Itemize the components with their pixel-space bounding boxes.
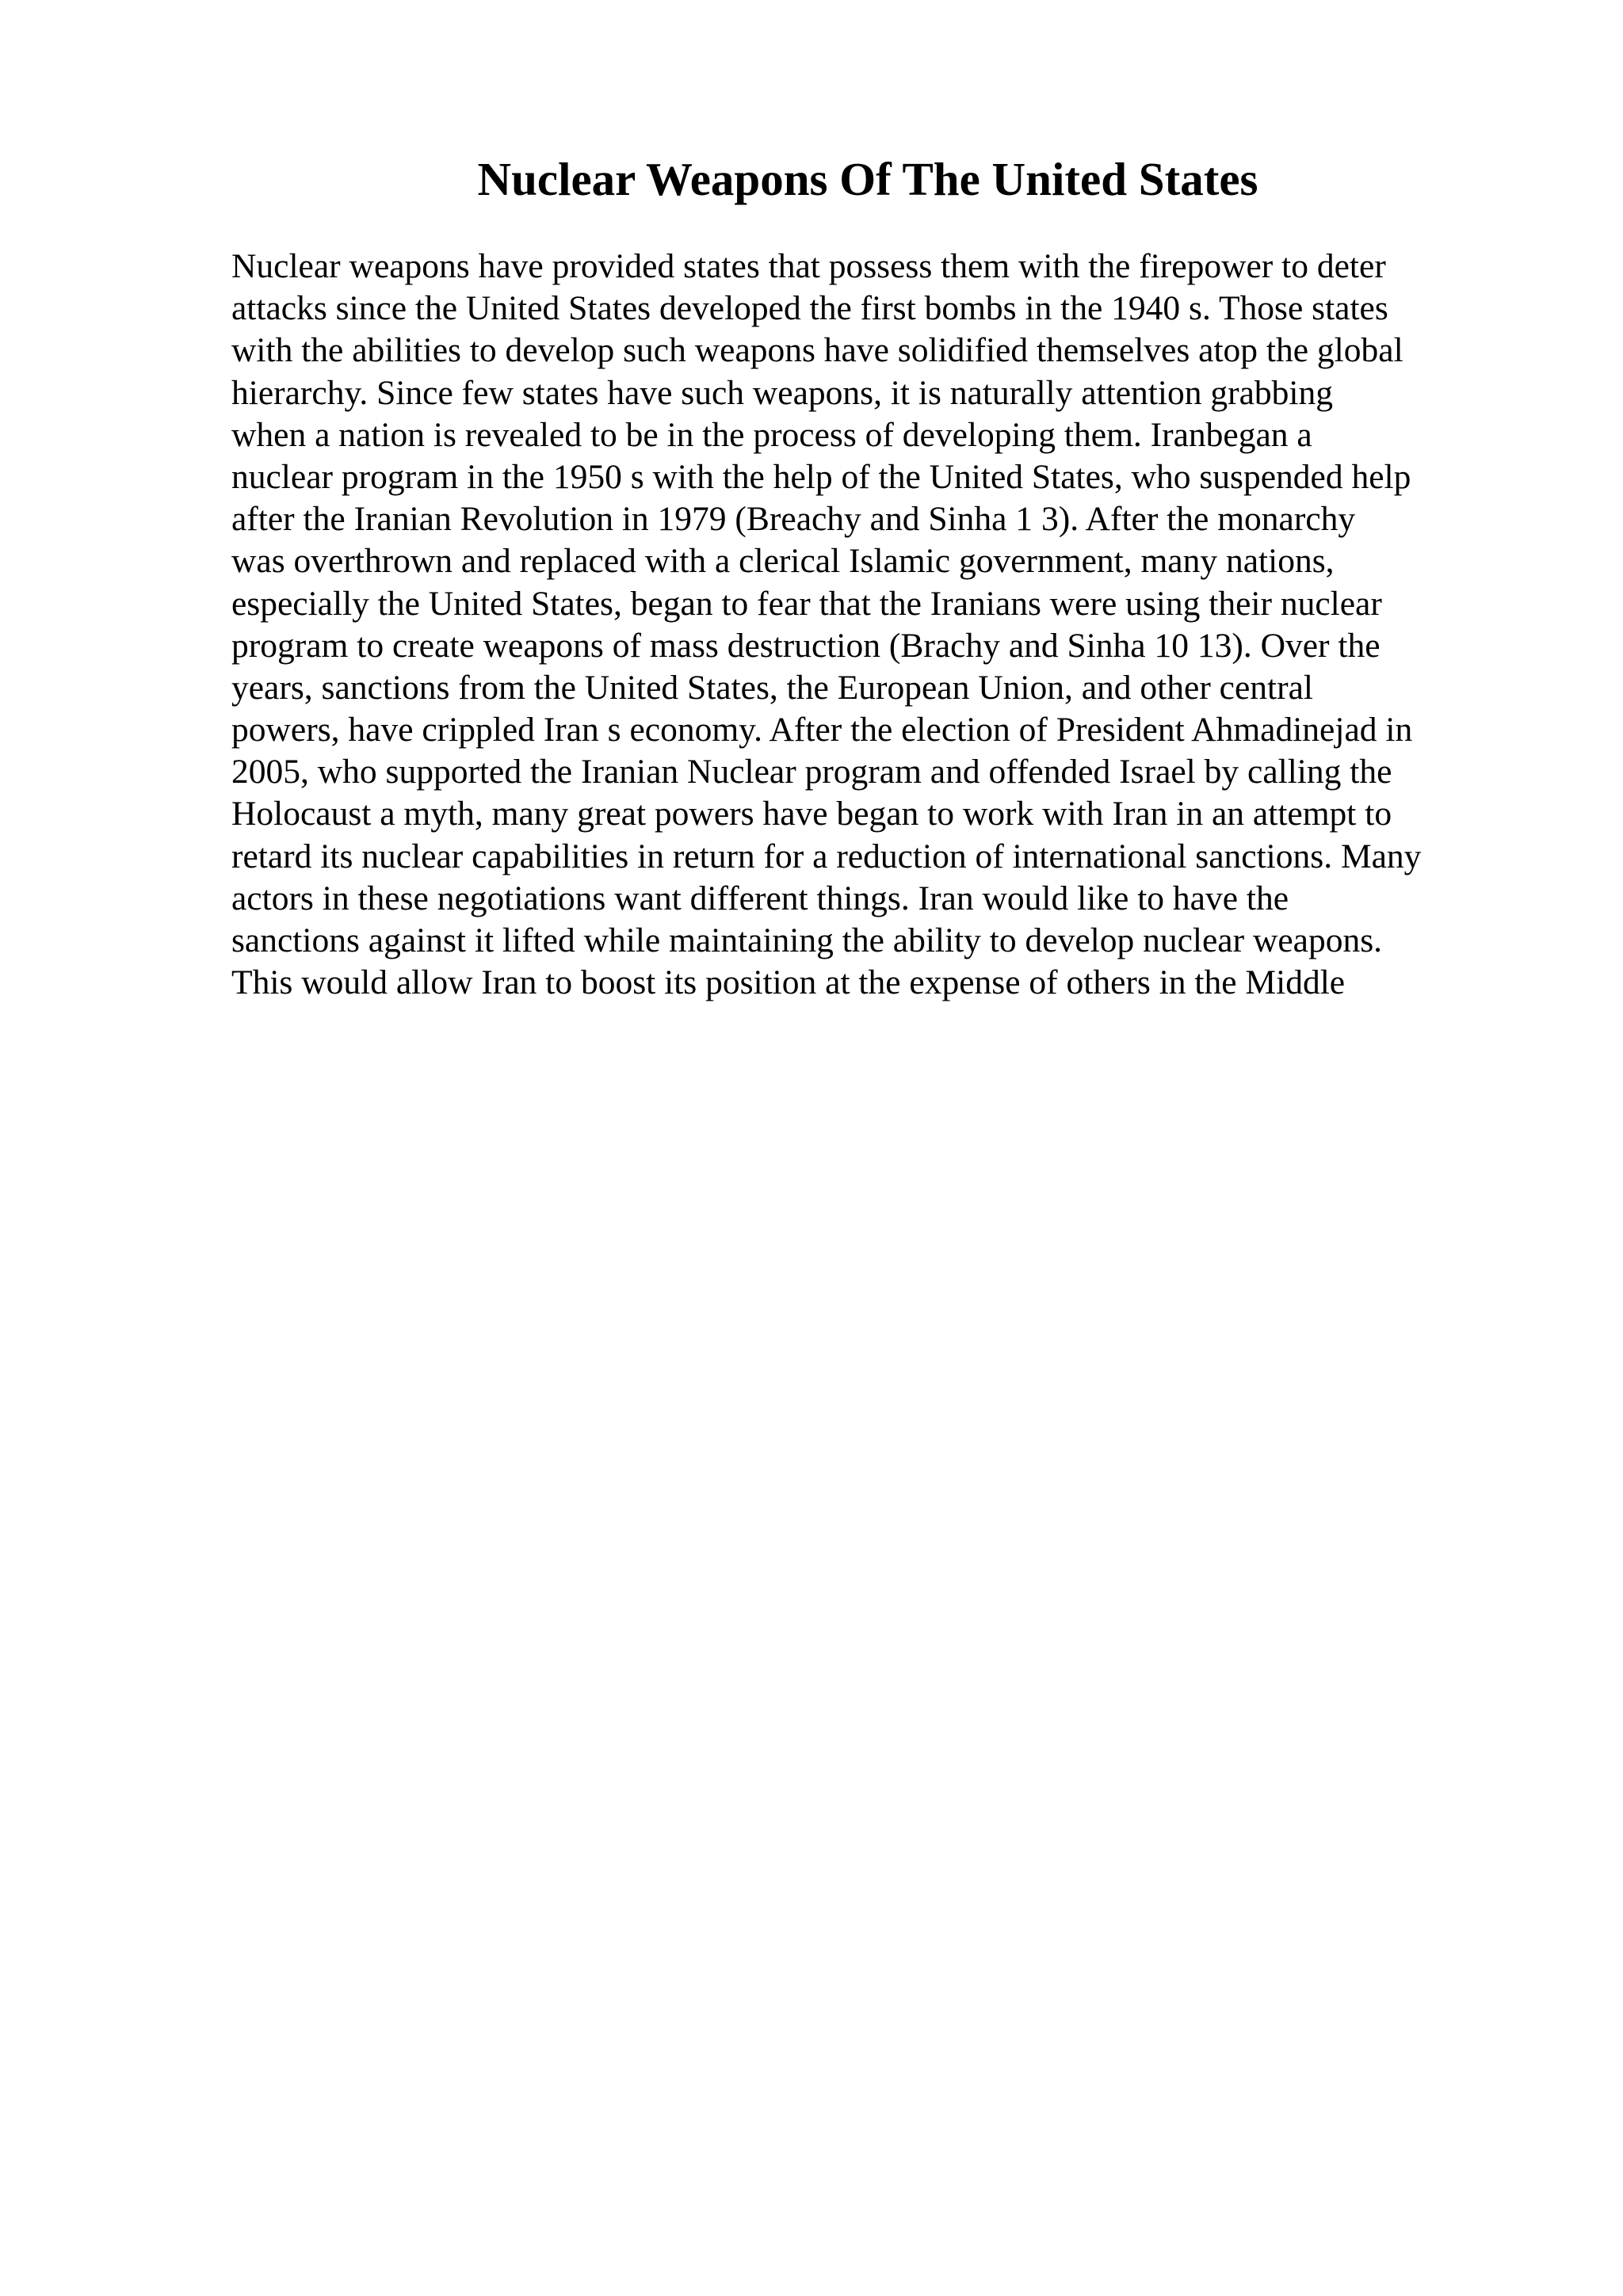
paragraph-line: especially the United States, began to fear that the Iranians were using their nuclear <box>231 584 1382 623</box>
paragraph-line: powers, have crippled Iran s economy. After the election of President Ahmadinejad in <box>231 711 1413 749</box>
paragraph-line: Holocaust a myth, many great powers have began to work with Iran in an attempt to <box>231 795 1392 833</box>
body-paragraph <box>231 246 1531 1004</box>
paragraph-line: years, sanctions from the United States, the European Union, and other central <box>231 668 1314 707</box>
paragraph-line: when a nation is revealed to be in the process of developing them. Iranbegan a <box>231 415 1312 454</box>
paragraph-line: Nuclear weapons have provided states that possess them with the firepower to deter <box>231 247 1386 285</box>
paragraph-line: This would allow Iran to boost its position at the expense of others in the Middle <box>231 963 1346 1002</box>
paragraph-line: program to create weapons of mass destruction (Brachy and Sinha 10 13). Over the <box>231 626 1381 665</box>
paragraph-line: retard its nuclear capabilities in return for a reduction of international sanctions. Many <box>231 837 1422 875</box>
paragraph-line: nuclear program in the 1950 s with the help of the United States, who suspended help <box>231 457 1411 496</box>
paragraph-line: hierarchy. Since few states have such weapons, it is naturally attention grabbing <box>231 373 1333 412</box>
document-title: Nuclear Weapons Of The United States <box>477 153 1258 205</box>
paragraph-line: actors in these negotiations want different things. Iran would like to have the <box>231 879 1289 917</box>
paragraph-line: 2005, who supported the Iranian Nuclear program and offended Israel by calling the <box>231 753 1392 791</box>
paragraph-line: with the abilities to develop such weapons have solidified themselves atop the global <box>231 331 1403 370</box>
paragraph-line: attacks since the United States developed the first bombs in the 1940 s. Those states <box>231 289 1388 328</box>
paragraph-line: was overthrown and replaced with a clerical Islamic government, many nations, <box>231 542 1335 581</box>
paragraph-line: sanctions against it lifted while maintaining the ability to develop nuclear weapons. <box>231 921 1383 959</box>
paragraph-line: after the Iranian Revolution in 1979 (Breachy and Sinha 1 3). After the monarchy <box>231 500 1356 539</box>
